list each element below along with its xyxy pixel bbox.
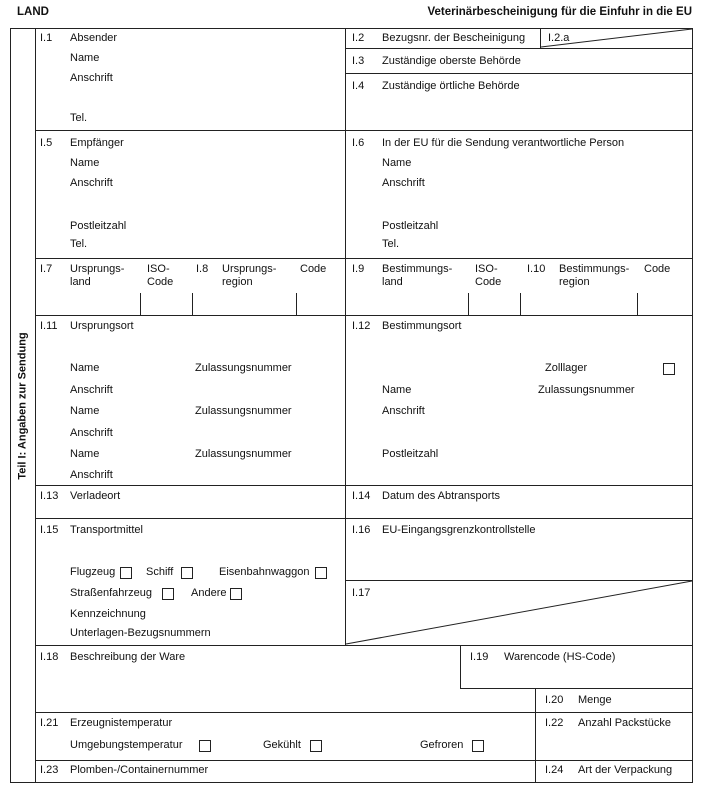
i11-name-label-1: Name <box>70 362 100 374</box>
i1-number: I.1 <box>40 32 53 44</box>
i18-title: Beschreibung der Ware <box>70 651 186 663</box>
i19-title: Warencode (HS-Code) <box>504 651 616 663</box>
i10-code-label: Code <box>644 263 671 275</box>
i12-plz-label: Postleitzahl <box>382 448 439 460</box>
i11-anschrift-label-1: Anschrift <box>70 384 113 396</box>
i15-number: I.15 <box>40 524 59 536</box>
i5-name-label: Name <box>70 157 100 169</box>
i3-title: Zuständige oberste Behörde <box>382 55 521 67</box>
i15-title: Transportmittel <box>70 524 143 536</box>
i12-zulassungsnummer-label: Zulassungsnummer <box>538 384 635 396</box>
eisenbahnwaggon-checkbox[interactable] <box>315 567 327 579</box>
i3-number: I.3 <box>352 55 365 67</box>
i2a-number: I.2.a <box>548 32 570 44</box>
i12-title: Bestimmungsort <box>382 320 462 332</box>
i15-andere-label: Andere <box>191 587 227 599</box>
i24-title: Art der Verpackung <box>578 764 673 776</box>
i21-title: Erzeugnistemperatur <box>70 717 173 729</box>
i1-tel-label: Tel. <box>70 112 88 124</box>
part1-sidebar <box>10 28 36 783</box>
i16-title: EU-Eingangsgrenzkontrollstelle <box>382 524 536 536</box>
i11-name-label-3: Name <box>70 448 100 460</box>
gefroren-checkbox[interactable] <box>472 740 484 752</box>
i4-number: I.4 <box>352 80 365 92</box>
i11-title: Ursprungsort <box>70 320 134 332</box>
i6-number: I.6 <box>352 137 365 149</box>
i17-number: I.17 <box>352 587 371 599</box>
i6-plz-label: Postleitzahl <box>382 220 439 232</box>
i18-number: I.18 <box>40 651 59 663</box>
schiff-checkbox[interactable] <box>181 567 193 579</box>
i7-iso-label: ISO-Code <box>147 263 174 288</box>
i21-gefroren-label: Gefroren <box>420 739 464 751</box>
i15-unterlagen-label: Unterlagen-Bezugsnummern <box>70 627 211 639</box>
i19-number: I.19 <box>470 651 489 663</box>
i11-zulassungsnummer-label-1: Zulassungsnummer <box>195 362 292 374</box>
i5-anschrift-label: Anschrift <box>70 177 113 189</box>
i11-zulassungsnummer-label-2: Zulassungsnummer <box>195 405 292 417</box>
i11-number: I.11 <box>40 320 58 332</box>
gekuehlt-checkbox[interactable] <box>310 740 322 752</box>
i22-number: I.22 <box>545 717 564 729</box>
i24-number: I.24 <box>545 764 564 776</box>
i21-umgebungstemperatur-label: Umgebungstemperatur <box>70 739 183 751</box>
i2-number: I.2 <box>352 32 365 44</box>
i6-tel-label: Tel. <box>382 238 400 250</box>
i11-name-label-2: Name <box>70 405 100 417</box>
i1-title: Absender <box>70 32 118 44</box>
i20-title: Menge <box>578 694 612 706</box>
part1-label: Teil I: Angaben zur Sendung <box>17 331 29 480</box>
i9-number: I.9 <box>352 263 365 275</box>
i9-title: Bestimmungs-land <box>382 263 453 288</box>
i15-strassenfahrzeug-label: Straßenfahrzeug <box>70 587 152 599</box>
i15-flugzeug-label: Flugzeug <box>70 566 116 578</box>
i22-title: Anzahl Packstücke <box>578 717 671 729</box>
i6-title: In der EU für die Sendung verantwortliche Person <box>382 137 625 149</box>
i5-tel-label: Tel. <box>70 238 88 250</box>
i15-kennzeichnung-label: Kennzeichnung <box>70 608 146 620</box>
i12-number: I.12 <box>352 320 371 332</box>
i7-number: I.7 <box>40 263 53 275</box>
i4-title: Zuständige örtliche Behörde <box>382 80 520 92</box>
flugzeug-checkbox[interactable] <box>120 567 132 579</box>
i15-eisenbahnwaggon-label: Eisenbahnwaggon <box>219 566 310 578</box>
i13-title: Verladeort <box>70 490 121 502</box>
i1-name-label: Name <box>70 52 100 64</box>
i11-zulassungsnummer-label-3: Zulassungsnummer <box>195 448 292 460</box>
i7-title: Ursprungs-land <box>70 263 125 288</box>
i14-number: I.14 <box>352 490 371 502</box>
i16-number: I.16 <box>352 524 371 536</box>
i5-title: Empfänger <box>70 137 124 149</box>
i23-title: Plomben-/Containernummer <box>70 764 209 776</box>
i21-gekuehlt-label: Gekühlt <box>263 739 301 751</box>
i5-number: I.5 <box>40 137 53 149</box>
i1-anschrift-label: Anschrift <box>70 72 113 84</box>
i11-anschrift-label-2: Anschrift <box>70 427 113 439</box>
i8-title: Ursprungs-region <box>222 263 277 288</box>
page-title: Veterinärbescheinigung für die Einfuhr in die EU <box>427 6 692 18</box>
country-label: LAND <box>17 6 49 18</box>
i2-title: Bezugsnr. der Bescheinigung <box>382 32 526 44</box>
umgebungstemperatur-checkbox[interactable] <box>199 740 211 752</box>
i8-number: I.8 <box>196 263 209 275</box>
i21-number: I.21 <box>40 717 59 729</box>
i12-zolllager-label: Zolllager <box>545 362 588 374</box>
i13-number: I.13 <box>40 490 59 502</box>
i10-number: I.10 <box>527 263 546 275</box>
andere-checkbox[interactable] <box>230 588 242 600</box>
i14-title: Datum des Abtransports <box>382 490 501 502</box>
i11-anschrift-label-3: Anschrift <box>70 469 113 481</box>
i23-number: I.23 <box>40 764 59 776</box>
i5-plz-label: Postleitzahl <box>70 220 127 232</box>
i8-code-label: Code <box>300 263 327 275</box>
strassenfahrzeug-checkbox[interactable] <box>162 588 174 600</box>
i20-number: I.20 <box>545 694 564 706</box>
i6-anschrift-label: Anschrift <box>382 177 425 189</box>
i6-name-label: Name <box>382 157 412 169</box>
i12-name-label: Name <box>382 384 412 396</box>
i10-title: Bestimmungs-region <box>559 263 630 288</box>
i15-schiff-label: Schiff <box>146 566 174 578</box>
i12-anschrift-label: Anschrift <box>382 405 425 417</box>
zolllager-checkbox[interactable] <box>663 363 675 375</box>
i9-iso-label: ISO-Code <box>475 263 502 288</box>
